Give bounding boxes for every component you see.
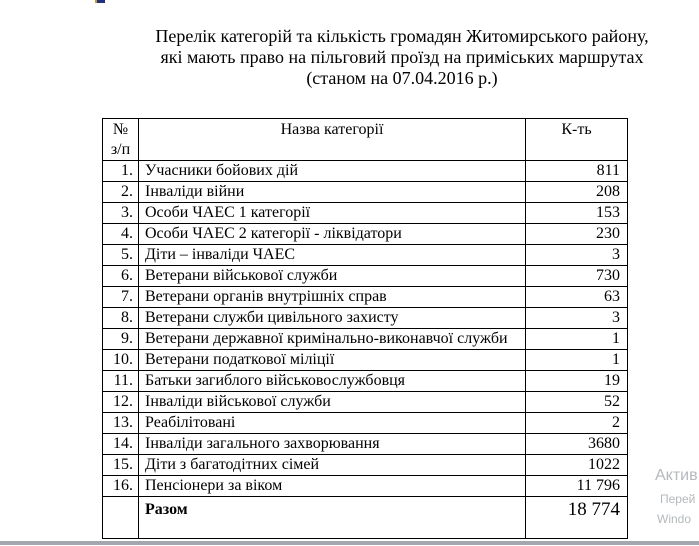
total-empty-cell — [103, 497, 139, 539]
row-count: 1022 — [526, 455, 628, 476]
table-row — [103, 392, 628, 413]
total-label: Разом — [139, 497, 526, 539]
row-count: 63 — [526, 287, 628, 308]
row-category: Інваліди загального захворювання — [139, 434, 526, 455]
row-category: Особи ЧАЕС 1 категорії — [139, 203, 526, 224]
row-count: 2 — [526, 413, 628, 434]
row-category: Реабілітовані — [139, 413, 526, 434]
row-number: 13. — [103, 413, 139, 434]
row-number: 10. — [103, 350, 139, 371]
row-count: 11 796 — [526, 476, 628, 497]
table-row — [103, 308, 628, 329]
row-number: 12. — [103, 392, 139, 413]
row-number: 11. — [103, 371, 139, 392]
row-count: 153 — [526, 203, 628, 224]
row-category: Ветерани органів внутрішніх справ — [139, 287, 526, 308]
row-count: 730 — [526, 266, 628, 287]
table-header-row — [103, 119, 628, 161]
table-row — [103, 161, 628, 182]
row-count: 230 — [526, 224, 628, 245]
table-row — [103, 287, 628, 308]
row-number: 15. — [103, 455, 139, 476]
table-row — [103, 203, 628, 224]
row-category: Ветерани податкової міліції — [139, 350, 526, 371]
row-number: 4. — [103, 224, 139, 245]
table-row — [103, 182, 628, 203]
row-count: 3 — [526, 308, 628, 329]
total-value: 18 774 — [526, 497, 628, 539]
page-title-line1: Перелік категорій та кількість громадян Житомирського району, — [155, 26, 649, 46]
row-number: 1. — [103, 161, 139, 182]
row-category: Учасники бойових дій — [139, 161, 526, 182]
row-category: Інваліди війни — [139, 182, 526, 203]
row-number: 5. — [103, 245, 139, 266]
row-category: Батьки загиблого військовослужбовця — [139, 371, 526, 392]
row-number: 14. — [103, 434, 139, 455]
page-title-line2: які мають право на пільговий проїзд на приміських маршрутах — [160, 47, 644, 67]
table-total-row — [103, 497, 628, 539]
categories-table — [102, 118, 628, 539]
windows-activation-watermark-line1: Актив — [655, 467, 698, 484]
windows-activation-watermark-line2: Перей — [660, 492, 696, 506]
table-row — [103, 245, 628, 266]
row-number: 6. — [103, 266, 139, 287]
row-category: Інваліди військової служби — [139, 392, 526, 413]
table-row — [103, 434, 628, 455]
row-count: 3680 — [526, 434, 628, 455]
row-count: 208 — [526, 182, 628, 203]
row-category: Пенсіонери за віком — [139, 476, 526, 497]
row-count: 811 — [526, 161, 628, 182]
page-title-line3: (станом на 07.04.2016 р.) — [306, 68, 498, 88]
header-cell-category: Назва категорії — [139, 119, 526, 161]
table-row — [103, 413, 628, 434]
cut-text-artifact — [95, 0, 105, 3]
table-body — [103, 161, 628, 539]
windows-activation-watermark-line3: Windo — [657, 512, 692, 526]
row-count: 1 — [526, 350, 628, 371]
row-category: Діти – інваліди ЧАЕС — [139, 245, 526, 266]
header-cell-number: № з/п — [103, 119, 139, 161]
row-number: 16. — [103, 476, 139, 497]
row-count: 1 — [526, 329, 628, 350]
row-category: Особи ЧАЕС 2 категорії - ліквідатори — [139, 224, 526, 245]
row-count: 52 — [526, 392, 628, 413]
table-row — [103, 455, 628, 476]
row-count: 3 — [526, 245, 628, 266]
page-title — [102, 26, 699, 89]
row-category: Ветерани служби цивільного захисту — [139, 308, 526, 329]
row-number: 9. — [103, 329, 139, 350]
window-bottom-edge-bar — [0, 541, 699, 545]
row-number: 8. — [103, 308, 139, 329]
table-row — [103, 224, 628, 245]
header-cell-count: К-ть — [526, 119, 628, 161]
row-number: 3. — [103, 203, 139, 224]
table-row — [103, 476, 628, 497]
row-number: 2. — [103, 182, 139, 203]
table-row — [103, 371, 628, 392]
row-category: Ветерани військової служби — [139, 266, 526, 287]
table-row — [103, 266, 628, 287]
row-category: Ветерани державної кримінально-виконавчої служби — [139, 329, 526, 350]
table-row — [103, 350, 628, 371]
row-number: 7. — [103, 287, 139, 308]
table-row — [103, 329, 628, 350]
row-category: Діти з багатодітних сімей — [139, 455, 526, 476]
row-count: 19 — [526, 371, 628, 392]
